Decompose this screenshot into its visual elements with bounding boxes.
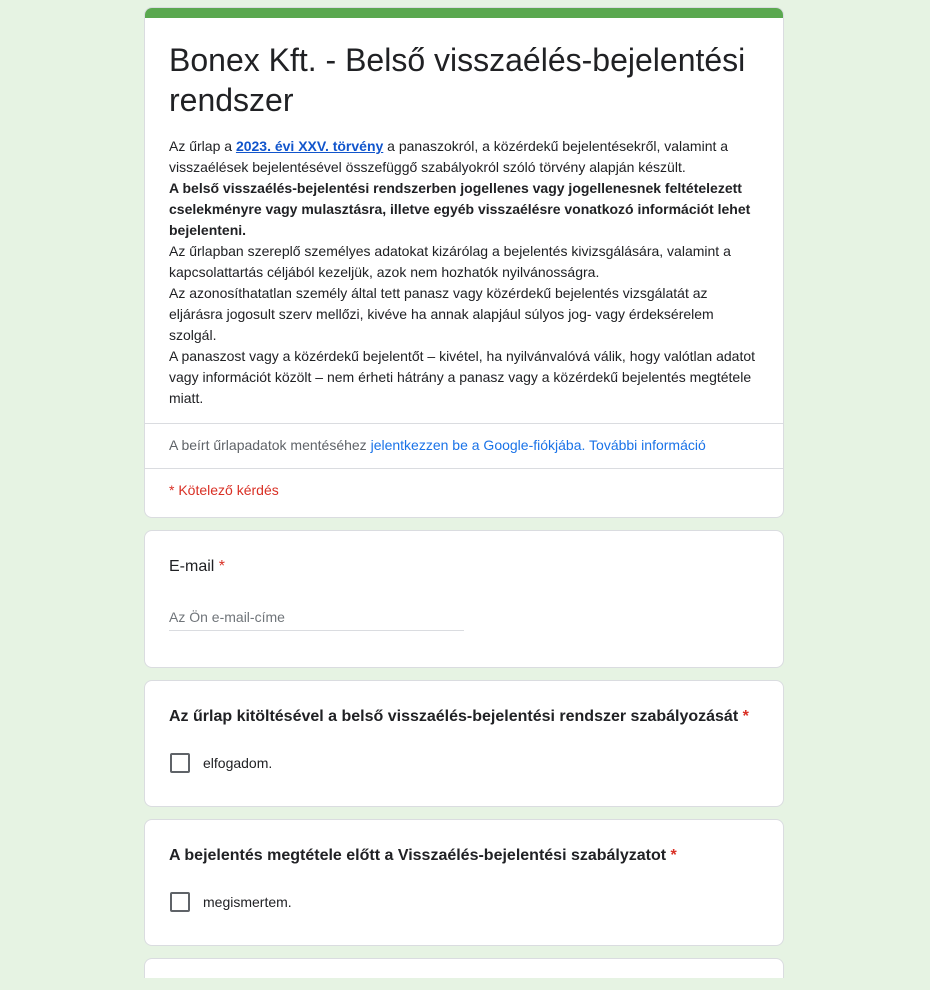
required-asterisk: * bbox=[218, 558, 226, 575]
next-question-card bbox=[144, 958, 784, 978]
rules-known-question-card bbox=[144, 819, 784, 946]
email-question-title bbox=[169, 555, 759, 579]
law-link[interactable]: 2023. évi XXV. törvény bbox=[235, 138, 384, 154]
email-question-card bbox=[144, 530, 784, 668]
form-header-card bbox=[144, 7, 784, 518]
rules-known-option[interactable] bbox=[169, 890, 759, 914]
description-paragraph-1 bbox=[169, 136, 759, 178]
rules-known-checkbox[interactable] bbox=[170, 892, 190, 912]
rules-known-question-label: A bejelentés megtétele előtt a Visszaélés-bejelentési szabályzatot bbox=[169, 847, 667, 864]
rules-accept-question-label: Az űrlap kitöltésével a belső visszaélés-bejelentési rendszer szabályozását bbox=[169, 708, 739, 725]
rules-accept-option-label[interactable]: elfogadom. bbox=[203, 755, 273, 771]
description-intro-end: a panaszokról, a közérdekű bejelentésekről, valamint a visszaélések bejelentésével összefüggő szabályokról szóló törvény alapján készült. bbox=[169, 138, 729, 175]
email-question-label: E-mail bbox=[169, 558, 215, 575]
signin-prefix: A beírt űrlapadatok mentéséhez bbox=[169, 437, 371, 453]
rules-known-option-label[interactable]: megismertem. bbox=[203, 894, 292, 910]
description-paragraph-2 bbox=[169, 178, 759, 241]
description-paragraph-5: A panaszost vagy a közérdekű bejelentőt – kivétel, ha nyilvánvalóvá válik, hogy valótlan adatot vagy információt közölt – nem érheti hátrány a panasz vagy a közérdekű bejelentés megtétele miatt. bbox=[169, 348, 756, 406]
rules-accept-question-title bbox=[169, 705, 759, 729]
required-asterisk: * bbox=[670, 847, 677, 864]
signin-link[interactable]: jelentkezzen be a Google-fiókjába. bbox=[370, 437, 586, 453]
description-intro-start: Az űrlap a bbox=[169, 138, 236, 154]
rules-accept-checkbox[interactable] bbox=[170, 753, 190, 773]
form-container bbox=[144, 7, 784, 990]
form-description bbox=[169, 136, 759, 409]
rules-known-question-title bbox=[169, 844, 759, 868]
description-bold-text: A belső visszaélés-bejelentési rendszerben jogellenes vagy jogellenesnek feltételezett cselekményre vagy mulasztásra, illetve egyéb visszaélésre vonatkozó információt lehet bejelenteni. bbox=[169, 180, 751, 238]
header-accent-bar bbox=[145, 8, 783, 18]
description-paragraph-4: Az azonosíthatatlan személy által tett panasz vagy közérdekű bejelentés vizsgálatát az eljárásra jogosult szerv mellőzi, kivéve ha annak alapjául súlyos jog- vagy érdeksérelem szolgál. bbox=[169, 285, 714, 343]
signin-notice bbox=[145, 423, 783, 468]
description-paragraph-3: Az űrlapban szereplő személyes adatokat kizárólag a bejelentés kivizsgálására, valamint a kapcsolattartás céljából kezeljük, azok nem hozhatók nyilvánosságra. bbox=[169, 243, 731, 280]
required-asterisk: * bbox=[742, 708, 749, 725]
more-info-link[interactable]: További információ bbox=[589, 437, 706, 453]
header-main bbox=[145, 18, 783, 423]
required-note: * Kötelező kérdés bbox=[145, 468, 783, 517]
form-title: Bonex Kft. - Belső visszaélés-bejelentési rendszer bbox=[169, 42, 746, 118]
rules-accept-option[interactable] bbox=[169, 751, 759, 775]
rules-accept-question-card bbox=[144, 680, 784, 807]
email-input[interactable] bbox=[169, 609, 464, 631]
